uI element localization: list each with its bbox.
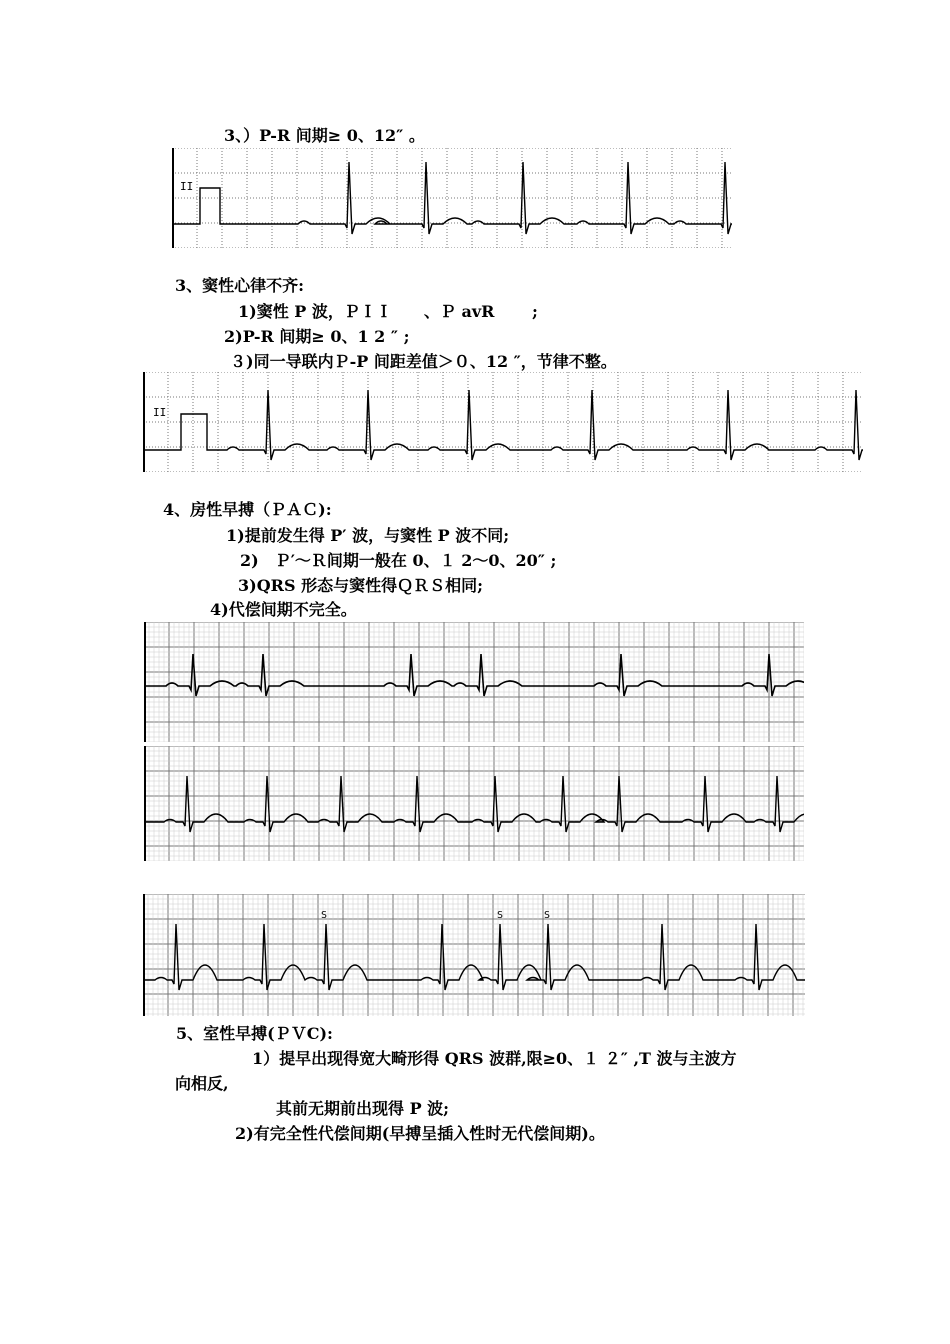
- ecg-strip-pac-2: [144, 746, 804, 861]
- pvc-item-1-cont: 向相反,: [175, 1074, 229, 1093]
- pvc-item-1b: 其前无期前出现得 P 波;: [276, 1099, 450, 1118]
- pac-item-1: 1)提前发生得 P′ 波，与窦性 P 波不同;: [226, 526, 510, 545]
- ecg-mark-s: S: [321, 910, 328, 921]
- sinus-item-1: 1)窦性 P 波，ＰＩＩ 、Ｐ avR ;: [238, 302, 538, 321]
- heading-pac: 4、房性早搏（ＰＡＣ):: [163, 500, 332, 519]
- sinus-item-3: ３)同一导联内Ｐ-P 间距差值＞０、12 ″，节律不整。: [230, 352, 617, 371]
- pac-item-2: 2) Ｐ′～Ｒ间期一般在 0、１ 2～0、20″ ;: [240, 551, 557, 570]
- heading-pvc: 5、室性早搏(ＰＶC):: [176, 1024, 333, 1043]
- heading-sinus-arrhythmia: 3、窦性心律不齐:: [175, 276, 305, 295]
- ecg-strip-pac-3: [143, 894, 805, 1016]
- pvc-item-2: 2)有完全性代偿间期(早搏呈插入性时无代偿间期)。: [235, 1124, 605, 1143]
- ecg-strip-sinus-arrhythmia: [143, 372, 863, 472]
- ecg-lead-label: II: [153, 406, 167, 419]
- pac-item-4: 4)代偿间期不完全。: [210, 600, 357, 619]
- ecg-mark-s: S: [497, 910, 504, 921]
- ecg-lead-label: II: [180, 180, 194, 193]
- heading-pr-prolong: 3、）P-R 间期≥ 0、12″ 。: [224, 126, 425, 145]
- pac-item-3: 3)QRS 形态与窦性得ＱＲＳ相同;: [238, 576, 483, 595]
- pvc-item-1: 1）提早出现得宽大畸形得 QRS 波群,限≥0、１ ２″ ,T 波与主波方: [252, 1049, 737, 1068]
- ecg-mark-s: S: [544, 910, 551, 921]
- sinus-item-2: 2)P-R 间期≥ 0、1 2 ″ ;: [224, 327, 410, 346]
- ecg-strip-pr-prolong: [172, 148, 732, 248]
- ecg-strip-pac-1: [144, 622, 804, 742]
